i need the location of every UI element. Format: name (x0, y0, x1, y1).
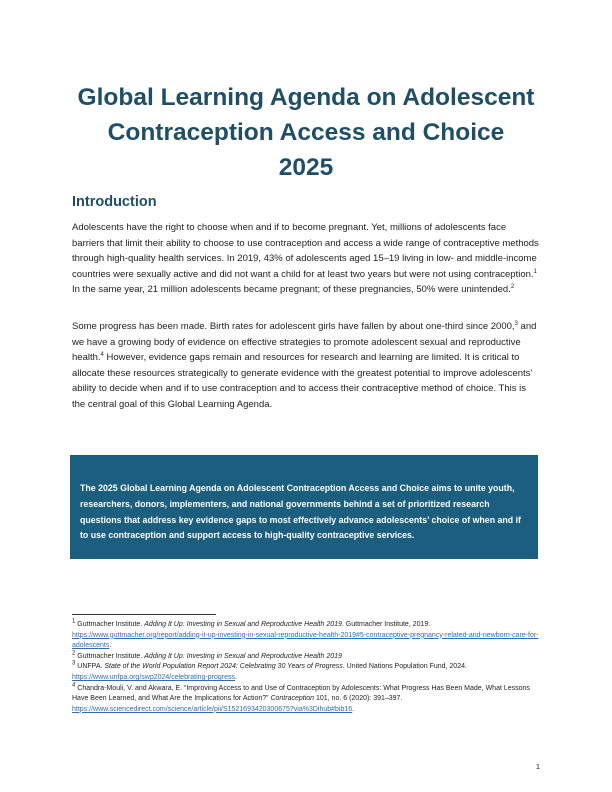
footnote-text: . Guttmacher Institute, 2019. (341, 621, 431, 628)
footnote-text: 101, no. 6 (2020): 391–397. (314, 695, 403, 703)
p2-text-c: However, evidence gaps remain and resources for research and learning are limited. It is critical to allocate these resources strategically to generate evidence with the greatest potential to improve adolescents’ ability to decide when and if to use contraception and to access their contraceptive method of choice. This is the central goal of this Global Learning Agenda. (72, 352, 533, 410)
title-line-3: 2025 (278, 154, 334, 181)
title-line-1: Global Learning Agenda on Adolescent (77, 84, 535, 111)
footnote-divider (72, 614, 216, 615)
footnote-title: Adding It Up: Investing in Sexual and Reproductive Health 2019 (144, 621, 342, 628)
footnote-2 (72, 652, 542, 663)
footnote-ref-3[interactable]: 3 (514, 320, 518, 327)
p1-text-a: Adolescents have the right to choose when and if to become pregnant. Yet, millions of adolescents face barriers that limit their ability to choose to use contraception and access a wide range of contraceptive methods through high-quality health services. In 2019, 43% of adolescents aged 15–19 living in low- and middle-income countries were sexually active and did not want a child for at least two years but were not using contraception. (72, 222, 539, 280)
title-line-2: Contraception Access and Choice (107, 119, 505, 146)
p2-text-a: Some progress has been made. Birth rates for adolescent girls have fallen by about one-third since 2000, (72, 321, 515, 332)
footnote-link[interactable]: https://www.sciencedirect.com/science/article/pii/S1521693420300675?via%3Dihub#bib16 (72, 705, 353, 713)
p1-text-b: In the same year, 21 million adolescents became pregnant; of these pregnancies, 50% were unintended. (72, 284, 511, 296)
footnote-title: State of the World Population Report 2024: Celebrating 30 Years of Progress (104, 663, 343, 671)
footnote-link[interactable]: https://www.unfpa.org/swp2024/celebrating-progress (72, 673, 236, 681)
document-title (40, 80, 572, 185)
callout-text: The 2025 Global Learning Agenda on Adolescent Contraception Access and Choice aims to unite youth, researchers, donors, implementers, and national governments behind a set of prioritized research questions that address key evidence gaps to most effectively advance adolescents’ choice of when and if to use contraception and support access to high-quality contraceptive services. (80, 483, 521, 541)
footnote-ref-4[interactable]: 4 (100, 352, 104, 359)
footnote-number: 3 (72, 661, 76, 668)
footnote-text: . (235, 673, 237, 681)
callout-box (70, 455, 538, 559)
footnote-text: UNFPA. (75, 663, 105, 671)
footnote-4 (72, 684, 542, 716)
footnote-number: 1 (72, 618, 76, 625)
footnote-text: Guttmacher Institute. (75, 652, 145, 660)
footnote-text: Chandra-Mouli, V. and Akwara, E. “Improving Access to and Use of Contraception by Adolescents: What Progress Has Been Made, What Lessons Have Been Learned, and What Are the Implications for Action?” (72, 684, 530, 703)
footnote-text: . (352, 705, 355, 713)
footnote-number: 4 (72, 682, 76, 689)
page-number: 1 (535, 762, 540, 771)
footnote-title: Adding It Up: Investing in Sexual and Reproductive Health 2019 (144, 652, 342, 660)
footnote-3 (72, 662, 542, 683)
footnote-text: . United Nations Population Fund, 2024. (342, 663, 467, 671)
intro-paragraph-2 (72, 319, 540, 413)
intro-paragraph-1 (72, 220, 540, 298)
footnote-ref-1[interactable]: 1 (533, 268, 537, 275)
p2-text-b: and we have a growing body of evidence on effective strategies to promote adolescent sexual and reproductive health. (72, 321, 537, 364)
footnote-title: Contraception (270, 695, 315, 703)
footnote-text: . (109, 642, 112, 650)
footnote-number: 2 (72, 650, 76, 657)
footnotes (72, 620, 542, 715)
section-heading-introduction: Introduction (72, 194, 157, 210)
footnote-1 (72, 620, 542, 652)
footnote-text: Guttmacher Institute. (75, 621, 145, 628)
footnote-ref-2[interactable]: 2 (510, 284, 515, 291)
footnote-link[interactable]: https://www.guttmacher.org/report/adding-it-up-investing-in-sexual-reproductive-health-2019#5-contraceptive-pregnancy-related-and-newborn-care-for-adolescents (72, 631, 539, 650)
